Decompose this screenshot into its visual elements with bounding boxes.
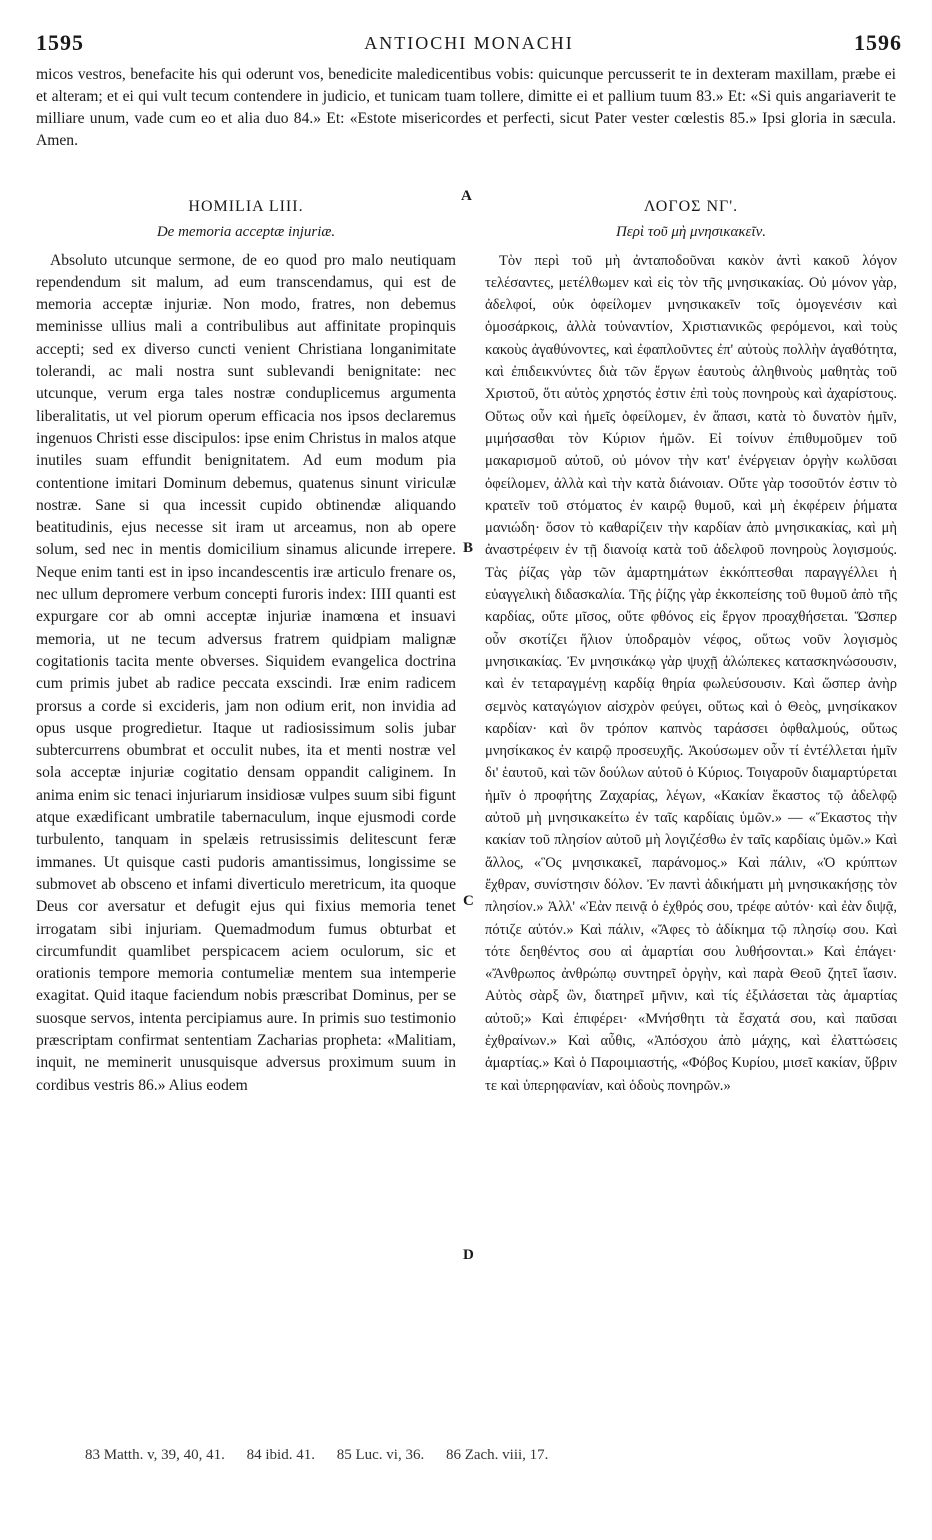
latin-heading: HOMILIA LIII. [188,198,304,215]
latin-column [36,196,456,1097]
footnote: 84 ibid. 41. [246,1447,315,1463]
footnote: 85 Luc. vi, 36. [336,1447,425,1463]
running-head [36,30,902,60]
greek-heading: ΛΟΓΟΣ ΝΓ'. [643,198,739,215]
running-title: ANTIOCHI MONACHI [364,33,574,53]
margin-letter-a: A [461,188,472,204]
intro-paragraph: micos vestros, benefacite his qui oderunt vos, benedicite maledicentibus vobis: quicunque percusserit te in dexteram maxillam, præbe ei et alteram; et ei qui vult tecum contendere in judicio, et tunicam tuam tollere, dimitte ei et pallium tuum 83.» Et: «Si quis angariaverit te milliare unum, vade cum eo et alia duo 84.» Et: «Estote misericordes et perfecti, sicut Pater vester cœlestis 85.» Ipsi gloria in sæcula. Amen. [36,66,896,149]
footnote: 86 Zach. viii, 17. [445,1447,549,1463]
margin-letter-d: D [463,1247,474,1263]
page-number-right: 1596 [854,30,902,55]
greek-column [485,196,897,1097]
footnotes [85,1447,566,1464]
greek-subheading: Περὶ τοῦ μὴ μνησικακεῖν. [615,224,767,241]
greek-body: Τὸν περὶ τοῦ μὴ ἀνταποδοῦναι κακὸν ἀντὶ κακοῦ λόγον τελέσαντες, μετέλθωμεν καὶ εἰς τὸν τῆς μνησικακίας. Οὐ μόνον γὰρ, ἀδελφοί, οὐκ ὀφείλομεν μνησικακεῖν τοῖς ὁμογενέσιν καὶ ὁμοσάρκοις, ἀλλὰ τοὐναντίον, Χριστιανικῶς φερόμενοι, καὶ τοὺς κακοὺς ἀγαθύνοντες, καὶ ἐφαπλοῦντες ἐπ' αὐτοὺς πολλὴν ἀγαθότητα, καὶ ἐπιδεικνύντες διὰ τῶν ἔργων ἑαυτοὺς ἀληθινοὺς μαθητὰς τοῦ Χριστοῦ, ὅτι αὐτὸς χρηστός ἐστιν ἐπὶ τοὺς πονηροὺς καὶ ἀχαρίστους. Οὕτως οὖν καὶ ἡμεῖς ὀφείλομεν, ἐν ἅπασι, κατὰ τὸ δυνατὸν ἡμῖν, μιμήσασθαι τὸν Κύριον ἡμῶν. Εἰ τοίνυν ἐπιθυμοῦμεν τοῦ μακαρισμοῦ αὐτοῦ, οὐ μόνον τὴν κατ' ἐνέργειαν ὀργὴν κωλῦσαι ὀφείλομεν, ἀλλὰ καὶ τὴν κατὰ διάνοιαν. Οὔτε γὰρ τοσοῦτόν ἐστιν τὸ κρατεῖν τοῦ στόματος ἐν καιρῷ θυμοῦ, καὶ μὴ ἐκφέρειν ῥήματα μανιώδη· ὅσον τὸ καθαρίζειν τὴν καρδίαν ἀπὸ μνησικακίας, καὶ μὴ ἀναστρέφειν ἐν τῇ διανοίᾳ κατὰ τοῦ ἀδελφοῦ πονηροὺς λογισμούς. Τὰς ῥίζας γὰρ τῶν ἁμαρτημάτων ἐκκόπτεσθαι παραγγέλλει ἡ εὐαγγελικὴ διδασκαλία. Τῆς ῥίζης γὰρ ἐκκοπείσης τοῦ θυμοῦ ἀπὸ τῆς καρδίας, οὔτε μῖσος, οὔτε φθόνος εἰς ἔργον προαχθήσεται. Ὥσπερ οὖν σκοτίζει ἥλιον ὑποδραμὸν νέφος, οὕτως νοῦν λογισμὸς μνησικακίας. Ἐν μνησικάκῳ γὰρ ψυχῇ ἀλώπεκες κατασκηνώσουσιν, καὶ ἐν τεταραγμένῃ καρδίᾳ θηρία φωλεύσουσιν. Καὶ ὥσπερ ἀνὴρ σεμνὸς καταγώγιον αἰσχρὸν φεύγει, οὕτως καὶ ὁ Θεὸς, μνησίκακον καρδίαν· καὶ ὃν τρόπον καπνὸς ταράσσει ὀφθαλμούς, οὕτως μνησίκακος ἐν καιρῷ προσευχῆς. Ἀκούσωμεν οὖν τί ἐντέλλεται ἡμῖν δι' ἑαυτοῦ, καὶ τῶν δούλων αὐτοῦ ὁ Κύριος. Τοιγαροῦν διαμαρτύρεται ἡμῖν ὁ προφήτης Ζαχαρίας, λέγων, «Κακίαν ἕκαστος τῷ ἀδελφῷ αὐτοῦ μὴ μνησικακείτω ἐν ταῖς καρδίαις ὑμῶν.» — «Ἕκαστος τὴν κακίαν τοῦ πλησίον αὐτοῦ μὴ λογιζέσθω ἐν ταῖς καρδίαις ὑμῶν.» Καὶ ἄλλος, «Ὃς μνησικακεῖ, παράνομος.» Καὶ πάλιν, «Ὁ κρύπτων ἔχθραν, συνίστησιν δόλον. Ἐν παντὶ ἀδικήματι μὴ μνησικακήσῃς τὸν πλησίον.» Ἀλλ' «Ἐὰν πεινᾷ ὁ ἐχθρός σου, τρέφε αὐτόν· καὶ ἐὰν διψᾷ, πότιζε αὐτόν.» Καὶ πάλιν, «Ἄφες τὸ ἀδίκημα τῷ πλησίῳ σου. Καὶ τότε δεηθέντος σου αἱ ἁμαρτίαι σου λυθήσονται.» Καὶ ἐπάγει· «Ἄνθρωπος ἀνθρώπῳ συντηρεῖ ὀργὴν, καὶ παρὰ Θεοῦ ζητεῖ ἴασιν. Αὐτὸς σὰρξ ὢν, διατηρεῖ μῆνιν, καὶ τίς ἐξιλάσεται τὰς ἁμαρτίας αὐτοῦ;» Καὶ ἐπιφέρει· «Μνήσθητι τὰ ἔσχατά σου, καὶ παῦσαι ἐχθραίνων.» Καὶ αὖθις, «Ἀπόσχου ἀπὸ μάχης, καὶ ἐλαττώσεις ἁμαρτίας.» Καὶ ὁ Παροιμιαστής, «Φόβος Κυρίου, μισεῖ κακίαν, ὕβριν τε καὶ ὑπερηφανίαν, καὶ ὁδοὺς πονηρῶν.» [485,252,897,1094]
footnote: 83 Matth. v, 39, 40, 41. [85,1447,225,1463]
page-number-left: 1595 [36,30,84,55]
margin-letter-b: B [463,540,474,556]
latin-subheading: De memoria acceptæ injuriæ. [156,224,336,241]
margin-letter-c: C [463,893,474,909]
latin-body: Absoluto utcunque sermone, de eo quod pro malo neutiquam rependendum sit malum, ad eum transcendamus, qui est de memoria acceptæ injuriæ. Non modo, fratres, non debemus meminisse ullius mali a contribulibus aut affinitate propinquis accepti; sed ex diverso cuncti venient Christiana longanimitate tolerandi, ac mali nostra sunt sublevandi benignitate: nec utcunque, verum erga tales nostræ conduplicemus argumenta liberalitatis, ut vel piorum operum efficacia nos ipsos declaremus ingenuos Christi esse discipulos: ipse enim Christus in malos atque inutiles suam effundit benignitatem. Ad eum modum pia contentione imitari Dominum debemus, quatenus sinunt viriculæ nostræ. Sane si qua incessit cupido obtinendæ aliquando beatitudinis, ejus necesse sit iram ut arceamus, non ab opere solum, sed nec in mentis domicilium sinamus alicunde irrepere. Neque enim tanti est in ipso incandescentis iræ articulo frenare os, nec ullum depromere verbum concepti furoris index: IIII quanti est expurgare cor ab omni acceptæ injuriæ inamœna et insuavi memoria, ut ne tecum adversus fratrem quidpiam malignæ cogitationis tacita mente obverses. Siquidem evangelica doctrina cum primis jubet ab radice peccata exscindi. Iræ enim radicem prorsus a corde si excideris, jam non odium erit, non invidia ad opus usque progredietur. Itaque ut radiosissimum solis jubar subtercurrens obumbrat et occulit nubes, ita et menti nostræ vel sola acceptæ injuriæ cogitatio densam oppandit caliginem. In anima enim sic tenaci injuriarum insidiosæ vulpes suum sibi figunt atque exædificant umbratile tabernaculum, inque ejusmodi corde turbulento, tanquam in spelæis retrusissimis delitescunt feræ immanes. Ut quisque casti pudoris amantissimus, longissime se submovet ab obsceno et infami diverticulo meretricum, ita quoque Deus cor aversatur et defugit ejus qui fixius memoria tenet irrogatam sibi injuriam. Quemadmodum fumus obturbat et circumfundit quamlibet perspicacem aciem oculorum, sic et orationis tempore memoria contumeliæ mentem sua intemperie exagitat. Quid itaque faciendum nobis præscribat Dominus, per se suosque servos, intenta percipiamus aure. In primis suo testimonio præscriptam confirmat sententiam Zacharias propheta: «Malitiam, inquit, ne meminerit unusquisque adversus proximum suum in cordibus vestris 86.» Alius eodem [36,251,456,1094]
